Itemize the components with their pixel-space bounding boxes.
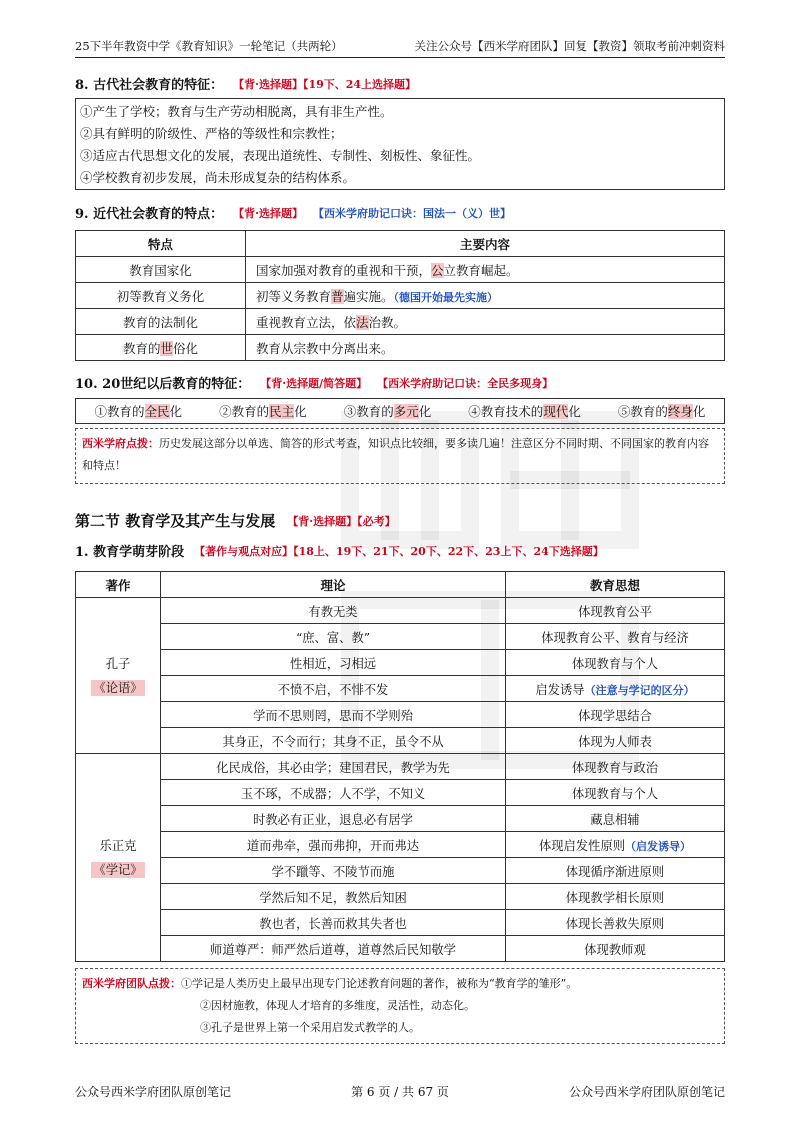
idea-cell: 体现教育与个人	[506, 780, 725, 806]
idea-cell: 体现循序渐进原则	[506, 858, 725, 884]
footer-left: 公众号西米学府团队原创笔记	[75, 1085, 232, 1099]
highlight: 公	[431, 262, 444, 278]
s10-note	[75, 428, 725, 484]
table-row	[76, 754, 725, 780]
header-left: 25下半年教资中学《教育知识》一轮笔记（共两轮）	[75, 39, 343, 53]
theory-cell: 化民成俗，其必由学；建国君民，教学为先	[161, 754, 506, 780]
col-header: 主要内容	[246, 231, 725, 257]
feature-cell: 教育国家化	[76, 257, 246, 283]
idea-cell: 启发诱导（注意与学记的区分）	[506, 676, 725, 702]
theory-cell: 不愤不启，不悱不发	[161, 676, 506, 702]
author-cell: 乐正克 《学记》	[76, 754, 161, 962]
s9-table	[75, 230, 725, 361]
book-title: 《学记》	[93, 862, 143, 877]
s9-mnemonic: 【西米学府助记口诀：国法一（义）世】	[312, 206, 511, 220]
table-header-row	[76, 231, 725, 257]
feature-item: ①教育的全民化	[94, 404, 183, 419]
s8-heading	[75, 74, 416, 93]
note-line: ①学记是人类历史上最早出现专门论述教育问题的著作，被称为“教育学的雏形”。	[181, 977, 578, 990]
note-label: 西米学府团队点拨：	[82, 977, 181, 990]
table-row	[76, 283, 725, 309]
feature-item: ⑤教育的终身化	[617, 404, 706, 419]
table-row	[76, 650, 725, 676]
theory-cell: 有教无类	[161, 598, 506, 624]
idea-cell: 体现启发性原则（启发诱导）	[506, 832, 725, 858]
theory-cell: 师道尊严：师严然后道尊，道尊然后民知敬学	[161, 936, 506, 962]
table-row	[76, 780, 725, 806]
col-header: 教育思想	[506, 572, 725, 598]
section-heading	[75, 510, 396, 531]
s1-table	[75, 571, 725, 962]
s8-box	[75, 98, 725, 190]
table-row	[76, 257, 725, 283]
s9-title: 9. 近代社会教育的特点：	[75, 207, 224, 222]
s10-features	[75, 398, 725, 424]
theory-cell: 学不躐等、不陵节而施	[161, 858, 506, 884]
idea-cell: 体现教育公平	[506, 598, 725, 624]
s10-title: 10. 20世纪以后教育的特征：	[75, 377, 251, 392]
footer-right: 公众号西米学府团队原创笔记	[568, 1085, 725, 1099]
idea-note: （启发诱导）	[625, 839, 692, 853]
theory-cell: 时教必有正业，退息必有居学	[161, 806, 506, 832]
theory-cell: 其身正，不令而行；其身不正，虽令不从	[161, 728, 506, 754]
table-row	[76, 676, 725, 702]
idea-note: （注意与学记的区分）	[584, 683, 695, 697]
col-header: 特点	[76, 231, 246, 257]
table-header-row	[76, 572, 725, 598]
section-title: 第二节 教育学及其产生与发展	[75, 512, 276, 530]
section-tag: 【背·选择题】【必考】	[287, 514, 396, 528]
table-row	[76, 832, 725, 858]
table-row	[76, 858, 725, 884]
s1-heading	[75, 541, 604, 560]
note-text: 历史发展这部分以单选、简答的形式考查，知识点比较细，要多读几遍！注意区分不同时期、不同国家的教育内容和特点！	[82, 437, 709, 472]
s1-note	[75, 968, 725, 1044]
theory-cell: 教也者，长善而救其失者也	[161, 910, 506, 936]
note-line: ③孔子是世界上第一个采用启发式教学的人。	[200, 1021, 420, 1034]
idea-cell: 体现教育公平、教育与经济	[506, 624, 725, 650]
col-header: 理论	[161, 572, 506, 598]
content-cell: 重视教育立法，依法治教。	[246, 309, 725, 335]
idea-cell: 体现教师观	[506, 936, 725, 962]
feature-cell: 初等教育义务化	[76, 283, 246, 309]
table-row	[76, 910, 725, 936]
author-cell: 孔子 《论语》	[76, 598, 161, 754]
s8-title: 8. 古代社会教育的特征：	[75, 78, 224, 93]
content-cell: 国家加强对教育的重视和干预，公立教育崛起。	[246, 257, 725, 283]
s10-heading	[75, 373, 553, 392]
idea-cell: 藏息相辅	[506, 806, 725, 832]
col-header: 著作	[76, 572, 161, 598]
theory-cell: 道而弗牵，强而弗抑，开而弗达	[161, 832, 506, 858]
feature-cell: 教育的世俗化	[76, 335, 246, 361]
page-footer	[75, 1083, 725, 1100]
idea-cell: 体现教学相长原则	[506, 884, 725, 910]
idea-cell: 体现长善救失原则	[506, 910, 725, 936]
highlight: 世	[160, 340, 173, 356]
table-row	[76, 309, 725, 335]
idea-cell: 体现教育与政治	[506, 754, 725, 780]
feature-cell: 教育的法制化	[76, 309, 246, 335]
book-title: 《论语》	[93, 680, 143, 695]
idea-cell: 体现学思结合	[506, 702, 725, 728]
theory-cell: 学而不思则罔，思而不学则殆	[161, 702, 506, 728]
s8-tag: 【背·选择题】【19下、24上选择题】	[233, 77, 417, 91]
table-row	[76, 936, 725, 962]
feature-item: ②教育的民主化	[219, 404, 307, 419]
content-cell: 教育从宗教中分离出来。	[246, 335, 725, 361]
s8-line: ①产生了学校；教育与生产劳动相脱离，具有非生产性。	[80, 104, 393, 119]
idea-cell: 体现为人师表	[506, 728, 725, 754]
s10-tag: 【背·选择题/简答题】	[260, 376, 368, 390]
s1-title: 1. 教育学萌芽阶段	[75, 545, 185, 560]
note-label: 西米学府点拨：	[82, 437, 159, 450]
table-row	[76, 806, 725, 832]
s1-tag: 【著作与观点对应】【18上、19下、21下、20下、22下、23上下、24下选择题】	[194, 544, 604, 558]
table-row	[76, 598, 725, 624]
theory-cell: 性相近，习相远	[161, 650, 506, 676]
header-right: 关注公众号【西米学府团队】回复【教资】领取考前冲刺资料	[414, 39, 725, 53]
table-row	[76, 728, 725, 754]
feature-item: ③教育的多元化	[343, 404, 432, 419]
idea-cell: 体现教育与个人	[506, 650, 725, 676]
content-cell: 初等义务教育普遍实施。（德国开始最先实施）	[246, 283, 725, 309]
highlight: 法	[356, 314, 369, 330]
highlight: 普	[331, 288, 344, 304]
s8-line: ②具有鲜明的阶级性、严格的等级性和宗教性；	[80, 126, 343, 141]
s8-line: ④学校教育初步发展，尚未形成复杂的结构体系。	[80, 170, 356, 185]
table-row	[76, 624, 725, 650]
table-row	[76, 884, 725, 910]
content-note: （德国开始最先实施）	[393, 290, 499, 304]
s8-line: ③适应古代思想文化的发展，表现出道统性、专制性、刻板性、象征性。	[80, 148, 481, 163]
page-number: 第 6 页 / 共 67 页	[351, 1085, 449, 1099]
s10-mnemonic: 【西米学府助记口诀：全民多现身】	[377, 376, 554, 390]
note-line: ②因材施教，体现人才培育的多维度，灵活性，动态化。	[200, 999, 475, 1012]
table-row	[76, 335, 725, 361]
feature-item: ④教育技术的现代化	[468, 404, 581, 419]
s9-heading	[75, 203, 511, 222]
s9-tag: 【背·选择题】	[233, 206, 303, 220]
theory-cell: 玉不琢，不成器；人不学，不知义	[161, 780, 506, 806]
theory-cell: 学然后知不足，教然后知困	[161, 884, 506, 910]
theory-cell: “庶、富、教”	[161, 624, 506, 650]
page-header	[75, 38, 725, 58]
table-row	[76, 702, 725, 728]
